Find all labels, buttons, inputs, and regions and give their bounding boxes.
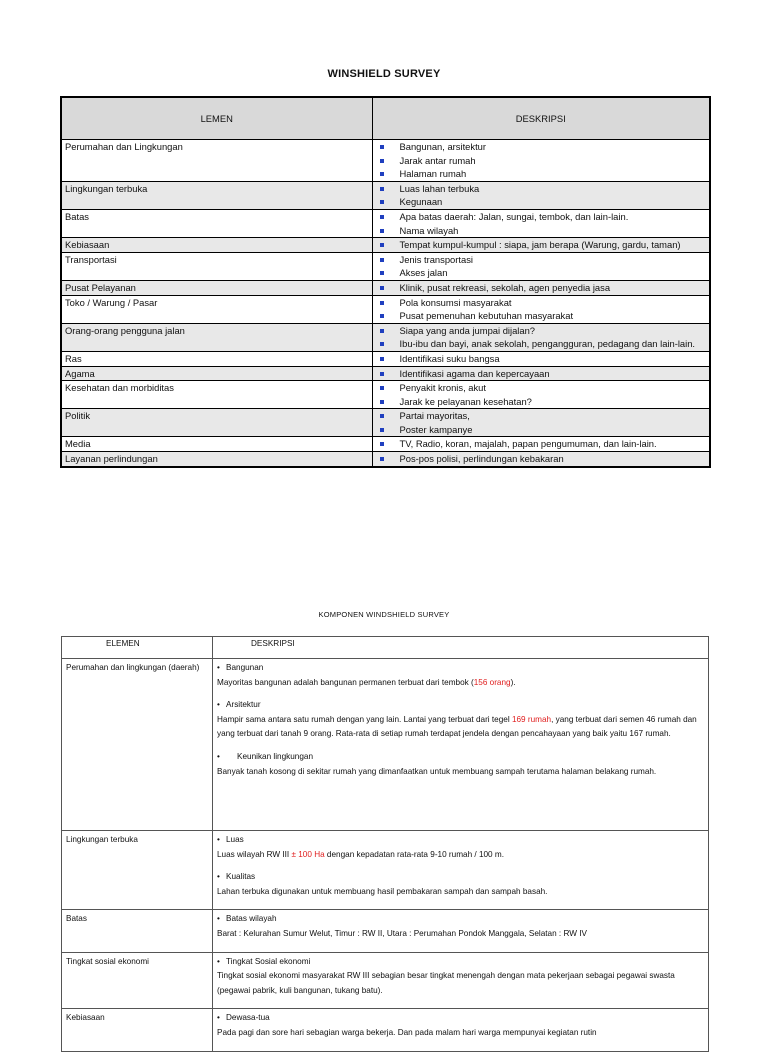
list-item: Pos-pos polisi, perlindungan kebakaran [376,452,710,466]
list-item: Ibu-ibu dan bayi, anak sekolah, pengangguran, pedagang dan lain-lain. [376,337,710,351]
bullet-list [376,452,710,466]
description-block [217,750,704,779]
block-text [217,713,704,742]
description-block [217,912,704,941]
table-row [61,140,710,182]
list-item: Siapa yang anda jumpai dijalan? [376,324,710,338]
bullet-list [376,210,710,237]
block-heading: • Batas wilayah [217,912,704,927]
description-cell [372,452,710,467]
description-block [217,1011,704,1040]
highlighted-value: 156 orang [473,677,511,687]
highlighted-value: ± 100 Ha [291,849,325,859]
list-item: Jarak antar rumah [376,154,710,168]
description-block [217,833,704,862]
description-block [217,870,704,899]
block-heading: • Keunikan lingkungan [217,750,704,765]
table-row [61,351,710,366]
bullet-list [376,140,710,181]
description-cell [372,323,710,351]
bullet-list [376,182,710,209]
element-cell: Tingkat sosial ekonomi [62,952,213,1009]
description-cell [213,659,709,831]
list-item: Klinik, pusat rekreasi, sekolah, agen penyedia jasa [376,281,710,295]
element-cell: Politik [61,409,372,437]
text-span: Barat : Kelurahan Sumur Welut, Timur : RW II, Utara : Perumahan Pondok Manggala, Selatan : RW IV [217,928,587,938]
block-heading: • Kualitas [217,870,704,885]
list-item: Identifikasi agama dan kepercayaan [376,367,710,381]
description-cell [372,140,710,182]
text-span: Hampir sama antara satu rumah dengan yang lain. Lantai yang terbuat dari tegel [217,714,512,724]
column-header-description: DESKRIPSI [372,97,710,140]
text-span: , yang terbuat dari semen 46 rumah dan yang terbuat dari tanah 9 orang. Rata-rata di setiap rumah terdapat jendela dengan pencahayaan yang baik yaitu 167 rumah. [217,714,697,739]
highlighted-value: 169 rumah [511,714,552,724]
bullet-list [376,381,710,408]
bullet-list [376,296,710,323]
element-cell: Kebiasaan [62,1009,213,1051]
table-row [61,437,710,452]
bullet-list [376,437,710,451]
list-item: Akses jalan [376,266,710,280]
table-row [61,252,710,280]
column-header-element: LEMEN [61,97,372,140]
komponen-title: KOMPONEN WINDSHIELD SURVEY [318,610,450,619]
bullet-list [376,253,710,280]
block-heading: • Dewasa-tua [217,1011,704,1026]
table-row [61,381,710,409]
list-item: Tempat kumpul-kumpul : siapa, jam berapa (Warung, gardu, taman) [376,238,710,252]
element-cell: Lingkungan terbuka [62,831,213,910]
text-span: dengan kepadatan rata-rata 9-10 rumah / 100 m. [324,849,504,859]
column-header-description: DESKRIPSI [213,637,709,659]
block-text [217,848,704,863]
list-item: Bangunan, arsitektur [376,140,710,154]
block-heading: • Luas [217,833,704,848]
element-cell: Media [61,437,372,452]
table-row [61,452,710,467]
list-item: Luas lahan terbuka [376,182,710,196]
element-cell: Agama [61,366,372,381]
description-cell [213,1009,709,1051]
element-cell: Lingkungan terbuka [61,181,372,209]
element-cell: Toko / Warung / Pasar [61,295,372,323]
text-span: Tingkat sosial ekonomi masyarakat RW III sebagian besar tingkat menengah dengan mata pekerjaan sebagai pegawai swasta (pegawai pabrik, kuli bangunan, tukang batu). [217,971,675,995]
element-cell: Pusat Pelayanan [61,280,372,295]
element-cell: Perumahan dan Lingkungan [61,140,372,182]
table-row [62,831,709,910]
list-item: Partai mayoritas, [376,409,710,423]
bullet-list [376,324,710,351]
list-item: Jenis transportasi [376,253,710,267]
block-text [217,765,704,780]
survey-header-row [61,97,710,140]
description-cell [372,280,710,295]
element-cell: Transportasi [61,252,372,280]
table-row [61,209,710,237]
list-item: Nama wilayah [376,224,710,238]
element-cell: Kebiasaan [61,238,372,253]
survey-title: WINSHIELD SURVEY [327,68,441,80]
bullet-list [376,352,710,366]
block-heading: • Arsitektur [217,698,704,713]
bullet-list [376,281,710,295]
table-row [62,1009,709,1051]
description-cell [372,437,710,452]
list-item: Apa batas daerah: Jalan, sungai, tembok, dan lain-lain. [376,210,710,224]
block-heading: • Tingkat Sosial ekonomi [217,955,704,970]
description-cell [372,252,710,280]
description-cell [213,952,709,1009]
element-cell: Batas [62,910,213,952]
table-row [61,238,710,253]
list-item: TV, Radio, koran, majalah, papan pengumuman, dan lain-lain. [376,437,710,451]
text-span: Banyak tanah kosong di sekitar rumah yang dimanfaatkan untuk membuang sampah terutama halaman belakang rumah. [217,766,657,776]
description-cell [372,238,710,253]
block-text [217,885,704,900]
description-cell [372,295,710,323]
list-item: Kegunaan [376,195,710,209]
element-cell: Kesehatan dan morbiditas [61,381,372,409]
table-row [62,910,709,952]
block-heading: • Bangunan [217,661,704,676]
block-text [217,927,704,942]
text-span: Lahan terbuka digunakan untuk membuang hasil pembakaran sampah dan sampah basah. [217,886,548,896]
table-row [61,181,710,209]
text-span: Luas wilayah RW III [217,849,292,859]
bullet-list [376,367,710,381]
description-block [217,661,704,690]
list-item: Jarak ke pelayanan kesehatan? [376,395,710,409]
text-span: ). [510,677,516,687]
description-block [217,698,704,742]
description-cell [372,209,710,237]
text-span: Pada pagi dan sore hari sebagian warga bekerja. Dan pada malam hari warga mempunyai kegiatan rutin [217,1027,597,1037]
survey-table [60,96,711,468]
bullet-list [376,409,710,436]
block-text [217,969,704,998]
list-item: Pola konsumsi masyarakat [376,296,710,310]
table-row [62,952,709,1009]
list-item: Poster kampanye [376,423,710,437]
table-row [61,409,710,437]
table-row [61,323,710,351]
element-cell: Perumahan dan lingkungan (daerah) [62,659,213,831]
komponen-header-row [62,637,709,659]
list-item: Halaman rumah [376,167,710,181]
table-row [61,295,710,323]
description-block [217,955,704,999]
description-cell [372,351,710,366]
block-text [217,1026,704,1041]
table-row [61,366,710,381]
description-cell [213,910,709,952]
description-cell [372,366,710,381]
komponen-table [61,636,709,1052]
element-cell: Orang-orang pengguna jalan [61,323,372,351]
description-cell [372,381,710,409]
table-row [62,659,709,831]
text-span: Mayoritas bangunan adalah bangunan permanen terbuat dari tembok ( [217,677,474,687]
table-row [61,280,710,295]
element-cell: Ras [61,351,372,366]
element-cell: Layanan perlindungan [61,452,372,467]
element-cell: Batas [61,209,372,237]
description-cell [372,181,710,209]
bullet-list [376,238,710,252]
description-cell [213,831,709,910]
block-text [217,676,704,691]
list-item: Identifikasi suku bangsa [376,352,710,366]
list-item: Penyakit kronis, akut [376,381,710,395]
list-item: Pusat pemenuhan kebutuhan masyarakat [376,309,710,323]
column-header-element: ELEMEN [62,637,213,659]
description-cell [372,409,710,437]
